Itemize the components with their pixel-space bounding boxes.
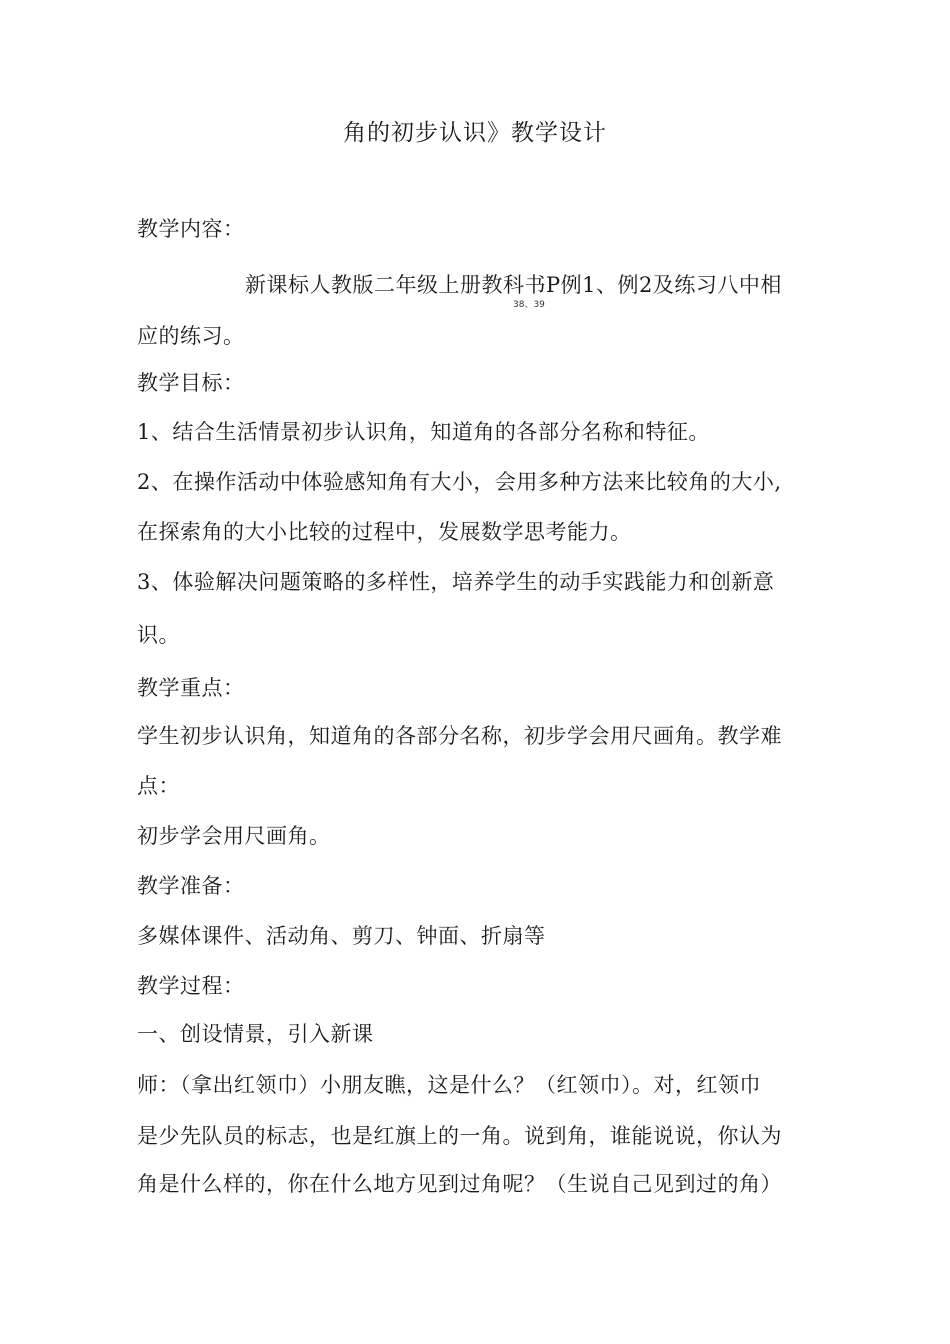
document-title: 角的初步认识》教学设计 — [343, 120, 607, 146]
dialog-line-1: 师：（拿出红领巾）小朋友瞧，这是什么？（红领巾）。对，红领巾 — [137, 1073, 761, 1097]
content-line-2: 应的练习。 — [137, 324, 245, 348]
difficulty-text: 初步学会用尺画角。 — [137, 824, 331, 848]
content-line-1: 新课标人教版二年级上册教科书P例1、例2及练习八中相 — [245, 273, 782, 297]
key-label: 教学重点： — [137, 676, 245, 700]
dialog-line-3: 角是什么样的，你在什么地方见到过角呢？（生说自己见到过的角） — [137, 1172, 782, 1196]
goal-2-line-1: 2、在操作活动中体验感知角有大小，会用多种方法来比较角的大小, — [137, 470, 782, 494]
content-label: 教学内容： — [137, 217, 245, 241]
goal-3-line-2: 识。 — [137, 623, 180, 647]
goal-3-line-1: 3、体验解决问题策略的多样性，培养学生的动手实践能力和创新意 — [137, 570, 775, 594]
goal-2-line-2: 在探索角的大小比较的过程中，发展数学思考能力。 — [137, 520, 632, 544]
goals-label: 教学目标： — [137, 371, 245, 395]
key-line-1: 学生初步认识角，知道角的各部分名称，初步学会用尺画角。教学难 — [137, 724, 782, 748]
content-pages-subscript: 38、39 — [513, 300, 545, 310]
process-label: 教学过程： — [137, 974, 245, 998]
key-line-2: 点： — [137, 774, 180, 798]
section-1-heading: 一、创设情景，引入新课 — [137, 1022, 374, 1046]
goal-1: 1、结合生活情景初步认识角，知道角的各部分名称和特征。 — [137, 420, 710, 444]
dialog-line-2: 是少先队员的标志，也是红旗上的一角。说到角，谁能说说，你认为 — [137, 1124, 782, 1148]
prep-text: 多媒体课件、活动角、剪刀、钟面、折扇等 — [137, 924, 546, 948]
prep-label: 教学准备： — [137, 874, 245, 898]
